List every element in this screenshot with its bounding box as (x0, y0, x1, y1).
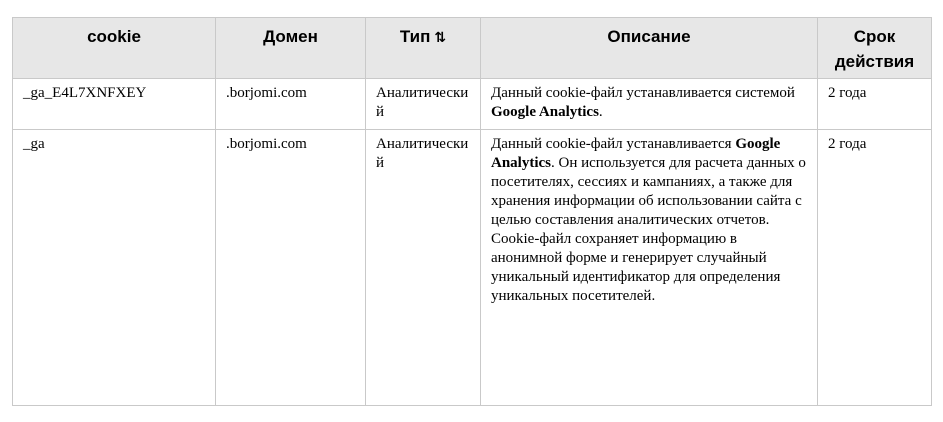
column-header-domain-label: Домен (263, 27, 318, 46)
expiry-cell: 2 года (818, 79, 932, 130)
column-header-description-label: Описание (607, 27, 691, 46)
header-row (13, 18, 932, 79)
table-header (13, 18, 932, 79)
description-cell (481, 129, 818, 405)
cookie-name-cell: _ga (13, 129, 216, 405)
description-text-start: Данный cookie-файл устанавливается (491, 135, 736, 152)
type-cell: Аналитический (366, 129, 481, 405)
column-header-cookie (13, 18, 216, 79)
expiry-cell: 2 года (818, 129, 932, 405)
column-header-type[interactable] (366, 18, 481, 79)
cookie-table (12, 17, 932, 406)
domain-cell: .borjomi.com (216, 79, 366, 130)
description-text-start: Данный cookie-файл устанавливается системой (491, 85, 795, 101)
description-cell (481, 79, 818, 130)
sort-icon[interactable]: ⇅ (434, 30, 447, 46)
cookie-name-cell: _ga_E4L7XNFXEY (13, 79, 216, 130)
description-text-end: . (598, 104, 603, 120)
domain-cell: .borjomi.com (216, 129, 366, 405)
column-header-domain (216, 18, 366, 79)
description-text-end: . Он используется для расчета данных о посетителях, сессиях и кампаниях, а также для хранения информации об использовании сайта с целью составления аналитических отчетов. Cookie-файл сохраняет информацию в анонимной форме и генерирует случайный уникальный идентификатор для определения уникальных посетителей. (491, 154, 806, 304)
column-header-description (481, 18, 818, 79)
table-body (13, 79, 932, 406)
table-row (13, 79, 932, 130)
table-row (13, 129, 932, 405)
description-bold-text: Google Analytics (491, 135, 781, 171)
type-cell: Аналитический (366, 79, 481, 130)
column-header-expiry (818, 18, 932, 79)
description-bold-text: Google Analytics (491, 104, 599, 120)
column-header-expiry-label-line2: действия (834, 52, 915, 71)
column-header-expiry-label-line1: Срок (853, 27, 896, 46)
column-header-cookie-label: cookie (87, 27, 141, 46)
column-header-type-label: Тип (399, 27, 431, 46)
